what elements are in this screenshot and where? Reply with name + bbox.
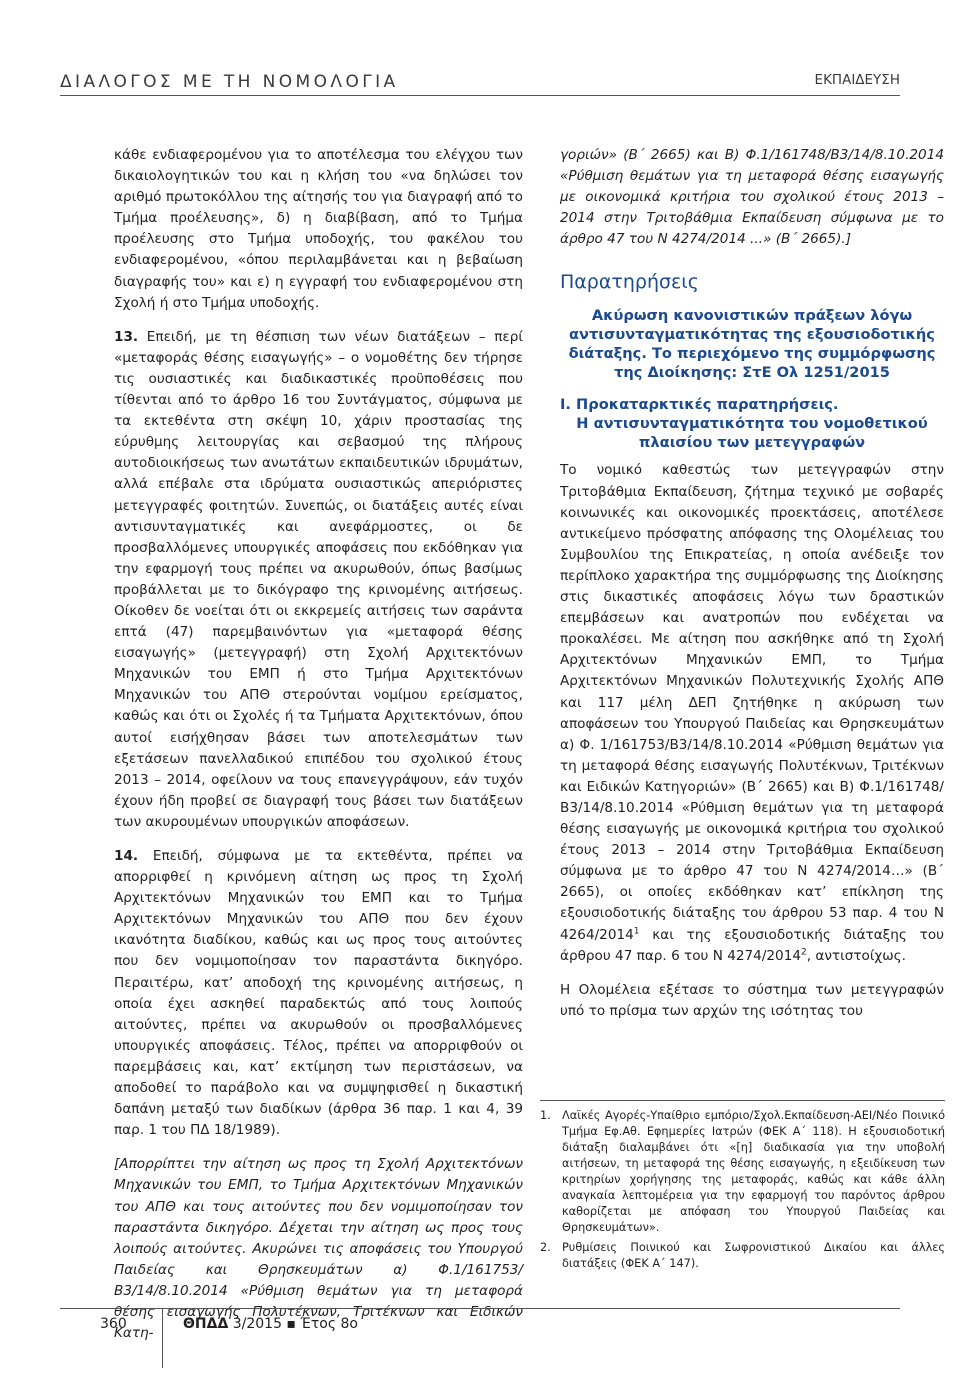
footnote-number: 2. <box>540 1241 551 1254</box>
observations-title: Ακύρωση κανονιστικών πράξεων λόγω αντισυνταγματικότητας της εξουσιοδοτικής διάταξης. Το περιεχόμενο της συμμόρφωσης της Διοίκησης: ΣτΕ Ολ 1251/2015 <box>568 307 936 382</box>
footnote-number: 1. <box>540 1109 551 1122</box>
footnote-ref-2[interactable]: 2 <box>801 947 807 958</box>
section-1-subtitle: Η αντισυνταγματικότητα του νομοθετικού πλαισίου των μετεγγραφών <box>576 415 928 452</box>
footnote-text: Λαϊκές Αγορές-Υπαίθριο εμπόριο/Σχολ.Εκπαίδευση-ΑΕΙ/Νέο Ποινικό Τμήμα Εφ.Αθ. Εφημερίες Ιατρών (ΦΕΚ Α΄ 118). Η εξουσιοδοτική διάταξη διαλαμβάνει ότι «[η] διαδικασία για την υποβολή αιτήσεων, τη μεταφορά της θέσης εισαγωγής, η εξειδίκευση των κριτηρίων χορήγησης της μεταφοράς, καθώς και κάθε άλλη αναγκαία λεπτομέρεια για την εφαρμογή του παρόντος άρθρου καθορίζεται με απόφαση του Υπουργού Παιδείας και Θρησκευμάτων». <box>562 1109 945 1234</box>
left-column <box>114 145 523 1344</box>
right-column <box>560 145 944 1022</box>
footnote-text: Ρυθμίσεις Ποινικού και Σωφρονιστικού Δικαίου και άλλες διατάξεις (ΦΕΚ Α΄ 147). <box>562 1241 945 1270</box>
paragraph-13 <box>114 327 523 833</box>
journal-issue <box>183 1316 358 1332</box>
commentary-text-b: και της εξουσιοδοτικής διάταξης του άρθρου 47 παρ. 6 του Ν 4274/2014 <box>560 926 944 964</box>
header-rule <box>60 95 900 96</box>
commentary-text-c: , αντιστοίχως. <box>806 947 906 964</box>
paragraph-text: Επειδή, με τη θέσπιση των νέων διατάξεων – περί «μεταφοράς θέσης εισαγωγής» – ο νομοθέτης δεν τήρησε τις ουσιαστικές και διαδικαστικές προϋποθέσεις που τίθενται από το άρθρο 16 του Συντάγματος, σύμφωνα με τα εκτεθέντα στη σκέψη 10, χάριν προστασίας της εύρυθμης λειτουργίας και σεβασμού της πλήρους αυτοδιοικήσεως των ανωτάτων εκπαιδευτικών ιδρυμάτων, αλλά επέβαλε στα ιδρύματα ουσιαστικώς απεριόριστες μετεγγραφές φοιτητών. Συνεπώς, οι διατάξεις αυτές είναι αντισυνταγματικές και ανεφάρμοστες, οι δε προσβαλλόμενες υπουργικές αποφάσεις που εκδόθηκαν για την εφαρμογή τους πρέπει να ακυρωθούν, όπως βασίμως προβάλλεται με το δικόγραφο της κρινομένης αιτήσεως. Οίκοθεν δε νοείται ότι οι εκκρεμείς αιτήσεις των σαράντα επτά (47) παρεμβαινόντων για «μεταφορά θέσης εισαγωγής» (μετεγγραφή) στη Σχολή Αρχιτεκτόνων Μηχανικών του ΕΜΠ ή στο Τμήμα Αρχιτεκτόνων Μηχανικών του ΑΠΘ στερούνται νομίμου ερείσματος, καθώς και ότι οι Σχολές ή τα Τμήματα Αρχιτεκτόνων, όπου αυτοί εισήχθησαν βάσει των αποτελεσμάτων των εξετάσεων πανελλαδικού επιπέδου του σχολικού έτους 2013 – 2014, οφείλουν να τους επανεγγράψουν, εάν τυχόν έχουν ήδη προβεί σε διαγραφή τους βάσει των διατάξεων των ακυρουμένων υπουργικών αποφάσεων. <box>114 328 523 830</box>
running-header-topic: ΕΚΠΑΙΔΕΥΣΗ <box>814 72 900 88</box>
verdict-continued: γοριών» (Β΄ 2665) και Β) Φ.1/161748/Β3/14/8.10.2014 «Ρύθμιση θεμάτων για τη μεταφορά θέσης εισαγωγής με οικονομικά κριτήρια του σχολικού έτους 2013 – 2014 στην Τριτοβάθμια Εκπαίδευση σύμφωνα με το άρθρο 47 του Ν 4274/2014 ...» (Β΄ 2665).] <box>560 147 944 248</box>
footnote-2 <box>540 1240 945 1272</box>
section-1-title: Ι. Προκαταρκτικές παρατηρήσεις. <box>560 396 839 414</box>
journal-issue-info: 3/2015 ▪ Έτος 8ο <box>228 1316 358 1332</box>
footer-divider <box>162 1308 163 1368</box>
journal-name: ΘΠΔΔ <box>183 1316 229 1332</box>
footnote-1 <box>540 1108 945 1236</box>
running-header-section: ΔΙΑΛΟΓΟΣ ΜΕ ΤΗ ΝΟΜΟΛΟΓΙΑ <box>60 72 399 92</box>
commentary-paragraph-2: Η Ολομέλεια εξέτασε το σύστημα των μετεγγραφών υπό το πρίσμα των αρχών της ισότητας του <box>560 981 944 1019</box>
paragraph-text: Επειδή, σύμφωνα με τα εκτεθέντα, πρέπει να απορριφθεί η κρινόμενη αίτηση ως προς τη Σχολή Αρχιτεκτόνων Μηχανικών του ΕΜΠ και το Τμήμα Αρχιτεκτόνων Μηχανικών του ΑΠΘ που δεν έχουν ικανότητα διαδίκου, καθώς και ως προς τους αιτούντες που δεν νομιμοποίησαν τον παραστάντα δικηγόρο. Περαιτέρω, κατ’ αποδοχή της κρινομένης αιτήσεως, η οποία έχει ασκηθεί παραδεκτώς από τους λοιπούς αιτούντες, πρέπει να ακυρωθούν οι προσβαλλόμενες υπουργικές αποφάσεις. Τέλος, πρέπει να απορριφθούν οι παρεμβάσεις και, κατ’ εκτίμηση των περιστάσεων, να αποδοθεί το παράβολο και να συμψηφισθεί η δικαστική δαπάνη μεταξύ των διαδίκων (άρθρα 36 παρ. 1 και 4, 39 παρ. 1 του ΠΔ 18/1989). <box>114 848 523 1139</box>
paragraph-continued: κάθε ενδιαφερομένου για το αποτέλεσμα του ελέγχου των δικαιολογητικών του και η κλήση του «να δηλώσει τον αριθμό πρωτοκόλλου της αίτησής του για διαγραφή από το Τμήμα προέλευσης», δ) η διαβίβαση, από το Τμήμα προέλευσης στο Τμήμα υποδοχής, του φακέλου του ενδιαφερομένου, «όπου περιλαμβάνεται και η βεβαίωση διαγραφής του» και ε) η εγγραφή του ενδιαφερομένου στη Σχολή ή στο Τμήμα υποδοχής. <box>114 147 523 311</box>
paragraph-number: 13. <box>114 328 139 345</box>
verdict-text: [Απορρίπτει την αίτηση ως προς τη Σχολή Αρχιτεκτόνων Μηχανικών του ΕΜΠ, το Τμήμα Αρχιτεκτόνων Μηχανικών του ΑΠΘ και τους αιτούντες που δεν νομιμοποίησαν τον παραστάντα δικηγόρο. Δέχεται την αίτηση ως προς τους λοιπούς αιτούντες. Ακυρώνει τις αποφάσεις του Υπουργού Παιδείας και Θρησκευμάτων α) Φ.1/161753/ Β3/14/8.10.2014 «Ρύθμιση θεμάτων για τη μεταφορά θέσης εισαγωγής Πολυτέκνων, Τριτέκνων και Ειδικών Κατη- <box>114 1156 523 1342</box>
footer-rule <box>60 1308 900 1309</box>
page-number: 360 <box>100 1316 127 1332</box>
commentary-paragraph-1 <box>560 460 944 966</box>
footnote-rule <box>540 1100 945 1101</box>
paragraph-14 <box>114 846 523 1141</box>
observations-heading: Παρατηρήσεις <box>560 271 699 294</box>
paragraph-number: 14. <box>114 848 139 864</box>
commentary-text-a: Το νομικό καθεστώς των μετεγγραφών στην Τριτοβάθμια Εκπαίδευση, ζήτημα τεχνικό με σοβαρές κοινωνικές και οικονομικές προεκτάσεις, αποτέλεσε αντικείμενο πρόσφατης απόφασης της Ολομέλειας του Συμβουλίου της Επικρατείας, η οποία ανέδειξε τον περίπλοκο χαρακτήρα της συμμόρφωσης της Διοίκησης στις δικαστικές αποφάσεις λόγω των δραστικών επεμβάσεων και ανατροπών που ενδέχεται να προκαλέσει. Με αίτηση που ασκήθηκε από τη Σχολή Αρχιτεκτόνων Μηχανικών ΕΜΠ, το Τμήμα Αρχιτεκτόνων Μηχανικών Πολυτεχνικής Σχολής ΑΠΘ και 117 μέλη ΔΕΠ ζητήθηκε η ακύρωση των αποφάσεων του Υπουργού Παιδείας και Θρησκευμάτων α) Φ. 1/161753/Β3/14/8.10.2014 «Ρύθμιση θεμάτων για τη μεταφορά θέσης εισαγωγής Πολυτέκνων, Τριτέκνων και Ειδικών Κατηγοριών» (Β΄ 2665) και Β) Φ.1/161748/Β3/14/8.10.2014 «Ρύθμιση θεμάτων για τη μεταφορά θέσης εισαγωγής με οικονομικά κριτήρια του σχολικού έτους 2013 – 2014 στην Τριτοβάθμια Εκπαίδευση σύμφωνα με το άρθρο 47 του Ν 4274/2014…» (Β΄ 2665), οι οποίες εκδόθηκαν κατ’ επίκληση της εξουσιοδοτικής διάταξης του άρθρου 53 παρ. 4 του Ν 4264/2014 <box>560 462 944 943</box>
footnote-ref-1[interactable]: 1 <box>633 926 640 936</box>
